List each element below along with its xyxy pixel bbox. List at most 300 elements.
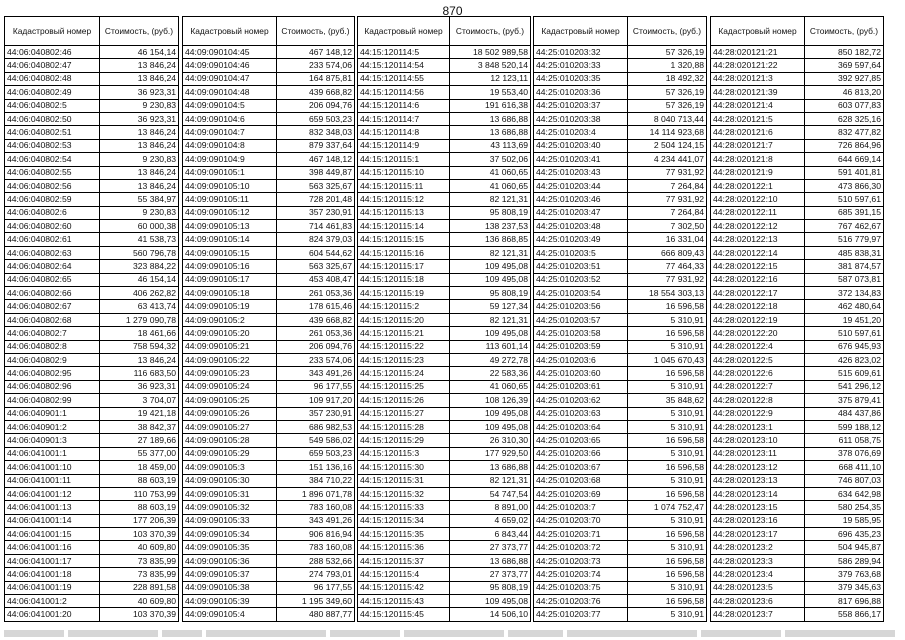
cadastral-number-cell: 44:25:010203:48 bbox=[534, 220, 628, 233]
cost-cell: 82 121,31 bbox=[450, 193, 531, 206]
cadastral-number-cell: 44:09:090105:16 bbox=[183, 260, 277, 273]
table-row bbox=[534, 233, 707, 246]
cost-cell: 504 945,87 bbox=[805, 541, 884, 554]
cost-cell: 82 121,31 bbox=[450, 246, 531, 259]
cadastral-number-cell: 44:15:120114:8 bbox=[358, 126, 450, 139]
cadastral-number-cell: 44:09:090105:12 bbox=[183, 206, 277, 219]
table-row bbox=[711, 407, 884, 420]
cadastral-number-cell: 44:15:120115:29 bbox=[358, 434, 450, 447]
table-row bbox=[358, 233, 531, 246]
table-row bbox=[534, 153, 707, 166]
cadastral-number-cell: 44:25:010203:70 bbox=[534, 514, 628, 527]
cost-cell: 109 495,08 bbox=[450, 595, 531, 608]
table-row bbox=[5, 313, 179, 326]
cadastral-number-cell: 44:09:090105:30 bbox=[183, 474, 277, 487]
cost-cell: 634 642,98 bbox=[805, 487, 884, 500]
table-row bbox=[711, 287, 884, 300]
cost-cell: 484 437,86 bbox=[805, 407, 884, 420]
table-row bbox=[183, 353, 355, 366]
cost-cell: 109 917,20 bbox=[277, 394, 355, 407]
cadastral-number-cell: 44:28:020123:16 bbox=[711, 514, 805, 527]
cadastral-number-cell: 44:25:010203:76 bbox=[534, 595, 628, 608]
cadastral-number-cell: 44:25:010203:57 bbox=[534, 313, 628, 326]
table-row bbox=[534, 394, 707, 407]
table-row bbox=[358, 487, 531, 500]
cost-cell: 5 310,91 bbox=[628, 514, 707, 527]
cost-cell: 109 495,08 bbox=[450, 260, 531, 273]
cost-cell: 16 596,58 bbox=[628, 367, 707, 380]
cost-cell: 4 234 441,07 bbox=[628, 153, 707, 166]
table-row bbox=[711, 420, 884, 433]
table-row bbox=[534, 179, 707, 192]
cost-cell: 5 310,91 bbox=[628, 407, 707, 420]
cost-cell: 73 835,99 bbox=[100, 554, 179, 567]
table-row bbox=[358, 380, 531, 393]
cost-cell: 372 134,83 bbox=[805, 287, 884, 300]
cost-cell: 587 073,81 bbox=[805, 273, 884, 286]
cadastral-number-cell: 44:15:120115:28 bbox=[358, 420, 450, 433]
cadastral-number-cell: 44:06:041001:15 bbox=[5, 528, 100, 541]
table-row bbox=[5, 300, 179, 313]
table-row bbox=[5, 501, 179, 514]
table-row bbox=[5, 581, 179, 594]
cost-cell: 5 310,91 bbox=[628, 380, 707, 393]
table-row bbox=[534, 420, 707, 433]
table-row bbox=[183, 394, 355, 407]
cadastral-number-cell: 44:15:120115:31 bbox=[358, 474, 450, 487]
cost-cell: 13 686,88 bbox=[450, 112, 531, 125]
cadastral-number-cell: 44:28:020123:12 bbox=[711, 461, 805, 474]
cost-cell: 384 710,22 bbox=[277, 474, 355, 487]
cost-cell: 16 596,58 bbox=[628, 487, 707, 500]
table-row bbox=[5, 126, 179, 139]
cost-cell: 604 544,62 bbox=[277, 246, 355, 259]
cost-cell: 13 846,24 bbox=[100, 139, 179, 152]
cadastral-number-cell: 44:06:040802:54 bbox=[5, 153, 100, 166]
table-row bbox=[711, 179, 884, 192]
cadastral-number-cell: 44:28:020123:3 bbox=[711, 554, 805, 567]
cadastral-number-cell: 44:06:040802:96 bbox=[5, 380, 100, 393]
cadastral-number-cell: 44:15:120115:11 bbox=[358, 179, 450, 192]
table-row bbox=[534, 501, 707, 514]
cadastral-number-cell: 44:06:040901:2 bbox=[5, 420, 100, 433]
table-row bbox=[711, 246, 884, 259]
cost-cell: 41 060,65 bbox=[450, 179, 531, 192]
cadastral-number-cell: 44:25:010203:44 bbox=[534, 179, 628, 192]
cost-cell: 41 060,65 bbox=[450, 380, 531, 393]
header-cadastral-number: Кадастровый номер bbox=[711, 17, 805, 46]
table-row bbox=[5, 595, 179, 608]
table-row bbox=[534, 260, 707, 273]
cadastral-number-cell: 44:09:090104:7 bbox=[183, 126, 277, 139]
cadastral-number-cell: 44:25:010203:67 bbox=[534, 461, 628, 474]
cadastral-number-cell: 44:15:120115:17 bbox=[358, 260, 450, 273]
table-row bbox=[183, 608, 355, 621]
cost-cell: 16 596,58 bbox=[628, 568, 707, 581]
cost-cell: 233 574,06 bbox=[277, 353, 355, 366]
cadastral-number-cell: 44:06:040802:61 bbox=[5, 233, 100, 246]
cadastral-number-cell: 44:28:020122:14 bbox=[711, 246, 805, 259]
table-row bbox=[5, 340, 179, 353]
cadastral-number-cell: 44:06:040802:55 bbox=[5, 166, 100, 179]
table-row bbox=[711, 353, 884, 366]
cost-cell: 462 480,64 bbox=[805, 300, 884, 313]
cost-cell: 18 502 989,58 bbox=[450, 46, 531, 59]
cadastral-number-cell: 44:25:010203:64 bbox=[534, 420, 628, 433]
cadastral-number-cell: 44:28:020122:10 bbox=[711, 193, 805, 206]
table-row bbox=[711, 394, 884, 407]
cadastral-number-cell: 44:09:090105:1 bbox=[183, 166, 277, 179]
cost-cell: 109 495,08 bbox=[450, 420, 531, 433]
table-row bbox=[358, 461, 531, 474]
cost-cell: 96 177,55 bbox=[277, 380, 355, 393]
cadastral-table-5 bbox=[710, 16, 884, 622]
table-row bbox=[358, 112, 531, 125]
table-row bbox=[534, 59, 707, 72]
table-row bbox=[183, 126, 355, 139]
cadastral-number-cell: 44:28:020121:3 bbox=[711, 72, 805, 85]
table-row bbox=[358, 568, 531, 581]
cadastral-number-cell: 44:25:010203:68 bbox=[534, 474, 628, 487]
cadastral-number-cell: 44:15:120115:12 bbox=[358, 193, 450, 206]
cadastral-table-3 bbox=[357, 16, 531, 622]
table-row bbox=[534, 72, 707, 85]
cadastral-number-cell: 44:28:020123:2 bbox=[711, 541, 805, 554]
cost-cell: 541 296,12 bbox=[805, 380, 884, 393]
cost-cell: 178 615,46 bbox=[277, 300, 355, 313]
cadastral-number-cell: 44:28:020121:22 bbox=[711, 59, 805, 72]
cadastral-number-cell: 44:25:010203:49 bbox=[534, 233, 628, 246]
cadastral-number-cell: 44:25:010203:7 bbox=[534, 501, 628, 514]
cost-cell: 206 094,76 bbox=[277, 99, 355, 112]
table-row bbox=[183, 528, 355, 541]
table-row bbox=[534, 581, 707, 594]
cadastral-number-cell: 44:06:040802:64 bbox=[5, 260, 100, 273]
table-row bbox=[5, 434, 179, 447]
table-row bbox=[183, 327, 355, 340]
cadastral-number-cell: 44:15:120115:15 bbox=[358, 233, 450, 246]
cadastral-number-cell: 44:09:090105:3 bbox=[183, 461, 277, 474]
cost-cell: 46 154,14 bbox=[100, 273, 179, 286]
table-row bbox=[358, 394, 531, 407]
cadastral-number-cell: 44:06:040802:46 bbox=[5, 46, 100, 59]
cadastral-number-cell: 44:06:040802:63 bbox=[5, 246, 100, 259]
table-row bbox=[534, 447, 707, 460]
cost-cell: 439 668,82 bbox=[277, 86, 355, 99]
cost-cell: 43 113,69 bbox=[450, 139, 531, 152]
cost-cell: 109 495,08 bbox=[450, 327, 531, 340]
cadastral-number-cell: 44:15:120115:26 bbox=[358, 394, 450, 407]
table-row bbox=[711, 139, 884, 152]
table-row bbox=[711, 233, 884, 246]
table-row bbox=[183, 581, 355, 594]
table-row bbox=[711, 568, 884, 581]
cost-cell: 19 553,40 bbox=[450, 86, 531, 99]
cadastral-number-cell: 44:25:010203:38 bbox=[534, 112, 628, 125]
cost-cell: 95 808,19 bbox=[450, 206, 531, 219]
table-row bbox=[358, 193, 531, 206]
table-row bbox=[534, 300, 707, 313]
table-row bbox=[534, 46, 707, 59]
cadastral-number-cell: 44:09:090105:34 bbox=[183, 528, 277, 541]
cadastral-number-cell: 44:25:010203:6 bbox=[534, 353, 628, 366]
table-row bbox=[534, 595, 707, 608]
table-row bbox=[358, 99, 531, 112]
table-row bbox=[711, 112, 884, 125]
cadastral-number-cell: 44:28:020122:19 bbox=[711, 313, 805, 326]
table-row bbox=[711, 434, 884, 447]
cadastral-number-cell: 44:28:020121:6 bbox=[711, 126, 805, 139]
cost-cell: 906 816,94 bbox=[277, 528, 355, 541]
cadastral-number-cell: 44:15:120115:35 bbox=[358, 528, 450, 541]
cost-cell: 7 264,84 bbox=[628, 179, 707, 192]
table-row bbox=[5, 447, 179, 460]
cadastral-number-cell: 44:28:020121:5 bbox=[711, 112, 805, 125]
table-row bbox=[5, 46, 179, 59]
table-row bbox=[534, 273, 707, 286]
cost-cell: 611 058,75 bbox=[805, 434, 884, 447]
cadastral-number-cell: 44:09:090105:14 bbox=[183, 233, 277, 246]
table-row bbox=[711, 153, 884, 166]
table-row bbox=[534, 327, 707, 340]
cadastral-number-cell: 44:28:020123:4 bbox=[711, 568, 805, 581]
cost-cell: 77 931,92 bbox=[628, 193, 707, 206]
table-row bbox=[711, 461, 884, 474]
cadastral-number-cell: 44:15:120115:13 bbox=[358, 206, 450, 219]
cadastral-number-cell: 44:09:090105:36 bbox=[183, 554, 277, 567]
header-cost: Стоимость, (руб.) bbox=[805, 17, 884, 46]
table-row bbox=[5, 407, 179, 420]
table-row bbox=[358, 153, 531, 166]
cost-cell: 378 076,69 bbox=[805, 447, 884, 460]
cadastral-number-cell: 44:09:090105:10 bbox=[183, 179, 277, 192]
cadastral-number-cell: 44:28:020123:15 bbox=[711, 501, 805, 514]
cadastral-number-cell: 44:09:090105:19 bbox=[183, 300, 277, 313]
cadastral-table-4 bbox=[533, 16, 707, 622]
table-row bbox=[711, 72, 884, 85]
cost-cell: 54 747,54 bbox=[450, 487, 531, 500]
cost-cell: 164 875,81 bbox=[277, 72, 355, 85]
table-row bbox=[5, 554, 179, 567]
table-row bbox=[183, 193, 355, 206]
table-row bbox=[358, 353, 531, 366]
cost-cell: 49 272,78 bbox=[450, 353, 531, 366]
cost-cell: 599 188,12 bbox=[805, 420, 884, 433]
cost-cell: 453 408,47 bbox=[277, 273, 355, 286]
cadastral-number-cell: 44:28:020121:8 bbox=[711, 153, 805, 166]
cadastral-number-cell: 44:15:120114:7 bbox=[358, 112, 450, 125]
table-row bbox=[534, 126, 707, 139]
cost-cell: 563 325,67 bbox=[277, 260, 355, 273]
cadastral-number-cell: 44:06:040802:60 bbox=[5, 220, 100, 233]
cost-cell: 19 421,18 bbox=[100, 407, 179, 420]
table-row bbox=[183, 487, 355, 500]
cost-cell: 728 201,48 bbox=[277, 193, 355, 206]
cost-cell: 644 669,14 bbox=[805, 153, 884, 166]
cost-cell: 16 331,04 bbox=[628, 233, 707, 246]
cadastral-number-cell: 44:25:010203:58 bbox=[534, 327, 628, 340]
cost-cell: 668 411,10 bbox=[805, 461, 884, 474]
cadastral-number-cell: 44:15:120115:19 bbox=[358, 287, 450, 300]
cost-cell: 13 846,24 bbox=[100, 179, 179, 192]
cadastral-number-cell: 44:15:120115:3 bbox=[358, 447, 450, 460]
cost-cell: 714 461,83 bbox=[277, 220, 355, 233]
table-row bbox=[358, 340, 531, 353]
cost-cell: 4 659,02 bbox=[450, 514, 531, 527]
cadastral-number-cell: 44:25:010203:63 bbox=[534, 407, 628, 420]
table-row bbox=[711, 59, 884, 72]
table-row bbox=[358, 260, 531, 273]
table-row bbox=[711, 367, 884, 380]
cadastral-table-2 bbox=[182, 16, 355, 622]
cost-cell: 113 601,14 bbox=[450, 340, 531, 353]
cadastral-number-cell: 44:06:040901:3 bbox=[5, 434, 100, 447]
table-row bbox=[358, 581, 531, 594]
cadastral-number-cell: 44:09:090105:17 bbox=[183, 273, 277, 286]
cost-cell: 767 462,67 bbox=[805, 220, 884, 233]
cost-cell: 22 583,36 bbox=[450, 367, 531, 380]
table-row bbox=[183, 46, 355, 59]
cost-cell: 392 927,85 bbox=[805, 72, 884, 85]
table-row bbox=[5, 166, 179, 179]
table-row bbox=[5, 541, 179, 554]
table-row bbox=[534, 220, 707, 233]
table-row bbox=[534, 608, 707, 621]
cost-cell: 26 310,30 bbox=[450, 434, 531, 447]
table-row bbox=[358, 528, 531, 541]
cadastral-number-cell: 44:28:020121:9 bbox=[711, 166, 805, 179]
cadastral-number-cell: 44:28:020121:4 bbox=[711, 99, 805, 112]
table-row bbox=[183, 420, 355, 433]
cadastral-number-cell: 44:06:040802:99 bbox=[5, 394, 100, 407]
cost-cell: 1 896 071,78 bbox=[277, 487, 355, 500]
table-row bbox=[183, 86, 355, 99]
table-row bbox=[358, 434, 531, 447]
cropped-footer-text bbox=[4, 625, 899, 637]
cost-cell: 40 609,80 bbox=[100, 595, 179, 608]
cadastral-number-cell: 44:06:040901:1 bbox=[5, 407, 100, 420]
table-row bbox=[5, 287, 179, 300]
page-number: 870 bbox=[442, 4, 463, 18]
table-row bbox=[358, 313, 531, 326]
cadastral-number-cell: 44:25:010203:61 bbox=[534, 380, 628, 393]
cadastral-number-cell: 44:28:020123:11 bbox=[711, 447, 805, 460]
cost-cell: 5 310,91 bbox=[628, 313, 707, 326]
cost-cell: 758 594,32 bbox=[100, 340, 179, 353]
table-row bbox=[534, 541, 707, 554]
table-row bbox=[711, 46, 884, 59]
cost-cell: 191 616,38 bbox=[450, 99, 531, 112]
cost-cell: 96 177,55 bbox=[277, 581, 355, 594]
table-row bbox=[5, 528, 179, 541]
cost-cell: 16 596,58 bbox=[628, 595, 707, 608]
cadastral-number-cell: 44:09:090105:20 bbox=[183, 327, 277, 340]
cost-cell: 5 310,91 bbox=[628, 608, 707, 621]
cost-cell: 18 459,00 bbox=[100, 461, 179, 474]
cadastral-number-cell: 44:15:120115:21 bbox=[358, 327, 450, 340]
table-row bbox=[5, 220, 179, 233]
cost-cell: 36 923,31 bbox=[100, 112, 179, 125]
cadastral-number-cell: 44:15:120115:30 bbox=[358, 461, 450, 474]
cadastral-number-cell: 44:06:040802:47 bbox=[5, 59, 100, 72]
table-row bbox=[534, 193, 707, 206]
cost-cell: 516 779,97 bbox=[805, 233, 884, 246]
cadastral-number-cell: 44:09:090105:31 bbox=[183, 487, 277, 500]
cost-cell: 19 585,95 bbox=[805, 514, 884, 527]
cadastral-number-cell: 44:06:040802:59 bbox=[5, 193, 100, 206]
cost-cell: 274 793,01 bbox=[277, 568, 355, 581]
table-row bbox=[358, 179, 531, 192]
table-row bbox=[534, 554, 707, 567]
cost-cell: 77 464,33 bbox=[628, 260, 707, 273]
table-row bbox=[711, 86, 884, 99]
cadastral-number-cell: 44:09:090105:39 bbox=[183, 595, 277, 608]
table-row bbox=[183, 568, 355, 581]
table-row bbox=[183, 233, 355, 246]
cost-cell: 467 148,12 bbox=[277, 153, 355, 166]
header-cadastral-number: Кадастровый номер bbox=[534, 17, 628, 46]
cadastral-number-cell: 44:09:090105:27 bbox=[183, 420, 277, 433]
cadastral-number-cell: 44:28:020123:7 bbox=[711, 608, 805, 621]
cost-cell: 357 230,91 bbox=[277, 407, 355, 420]
table-row bbox=[711, 447, 884, 460]
cadastral-number-cell: 44:15:120115:27 bbox=[358, 407, 450, 420]
table-row bbox=[358, 126, 531, 139]
cadastral-number-cell: 44:25:010203:51 bbox=[534, 260, 628, 273]
cost-cell: 233 574,06 bbox=[277, 59, 355, 72]
cadastral-number-cell: 44:15:120114:5 bbox=[358, 46, 450, 59]
cost-cell: 628 325,16 bbox=[805, 112, 884, 125]
cost-cell: 1 279 090,78 bbox=[100, 313, 179, 326]
table-row bbox=[358, 46, 531, 59]
cadastral-number-cell: 44:06:040802:66 bbox=[5, 287, 100, 300]
table-row bbox=[534, 487, 707, 500]
table-row bbox=[358, 246, 531, 259]
table-row bbox=[183, 367, 355, 380]
cadastral-number-cell: 44:15:120115:4 bbox=[358, 568, 450, 581]
table-row bbox=[5, 568, 179, 581]
cost-cell: 379 763,68 bbox=[805, 568, 884, 581]
table-row bbox=[358, 501, 531, 514]
cadastral-number-cell: 44:28:020123:6 bbox=[711, 595, 805, 608]
cost-cell: 5 310,91 bbox=[628, 474, 707, 487]
cost-cell: 60 000,38 bbox=[100, 220, 179, 233]
cost-cell: 57 326,19 bbox=[628, 99, 707, 112]
cadastral-number-cell: 44:15:120114:6 bbox=[358, 99, 450, 112]
cost-cell: 1 074 752,47 bbox=[628, 501, 707, 514]
cost-cell: 832 477,82 bbox=[805, 126, 884, 139]
table-row bbox=[5, 394, 179, 407]
cadastral-number-cell: 44:15:120115:22 bbox=[358, 340, 450, 353]
table-row bbox=[358, 166, 531, 179]
cadastral-number-cell: 44:06:040802:5 bbox=[5, 99, 100, 112]
cadastral-number-cell: 44:06:040802:68 bbox=[5, 313, 100, 326]
cadastral-number-cell: 44:15:120115:42 bbox=[358, 581, 450, 594]
table-row bbox=[5, 380, 179, 393]
table-row bbox=[183, 273, 355, 286]
cost-cell: 783 160,08 bbox=[277, 541, 355, 554]
cadastral-number-cell: 44:09:090105:33 bbox=[183, 514, 277, 527]
cost-cell: 13 686,88 bbox=[450, 554, 531, 567]
cadastral-number-cell: 44:15:120115:10 bbox=[358, 166, 450, 179]
cadastral-number-cell: 44:25:010203:74 bbox=[534, 568, 628, 581]
cadastral-number-cell: 44:09:090105:26 bbox=[183, 407, 277, 420]
cost-cell: 41 538,73 bbox=[100, 233, 179, 246]
cadastral-number-cell: 44:15:120115:2 bbox=[358, 300, 450, 313]
cost-cell: 586 289,94 bbox=[805, 554, 884, 567]
cost-cell: 485 838,31 bbox=[805, 246, 884, 259]
cost-cell: 439 668,82 bbox=[277, 313, 355, 326]
